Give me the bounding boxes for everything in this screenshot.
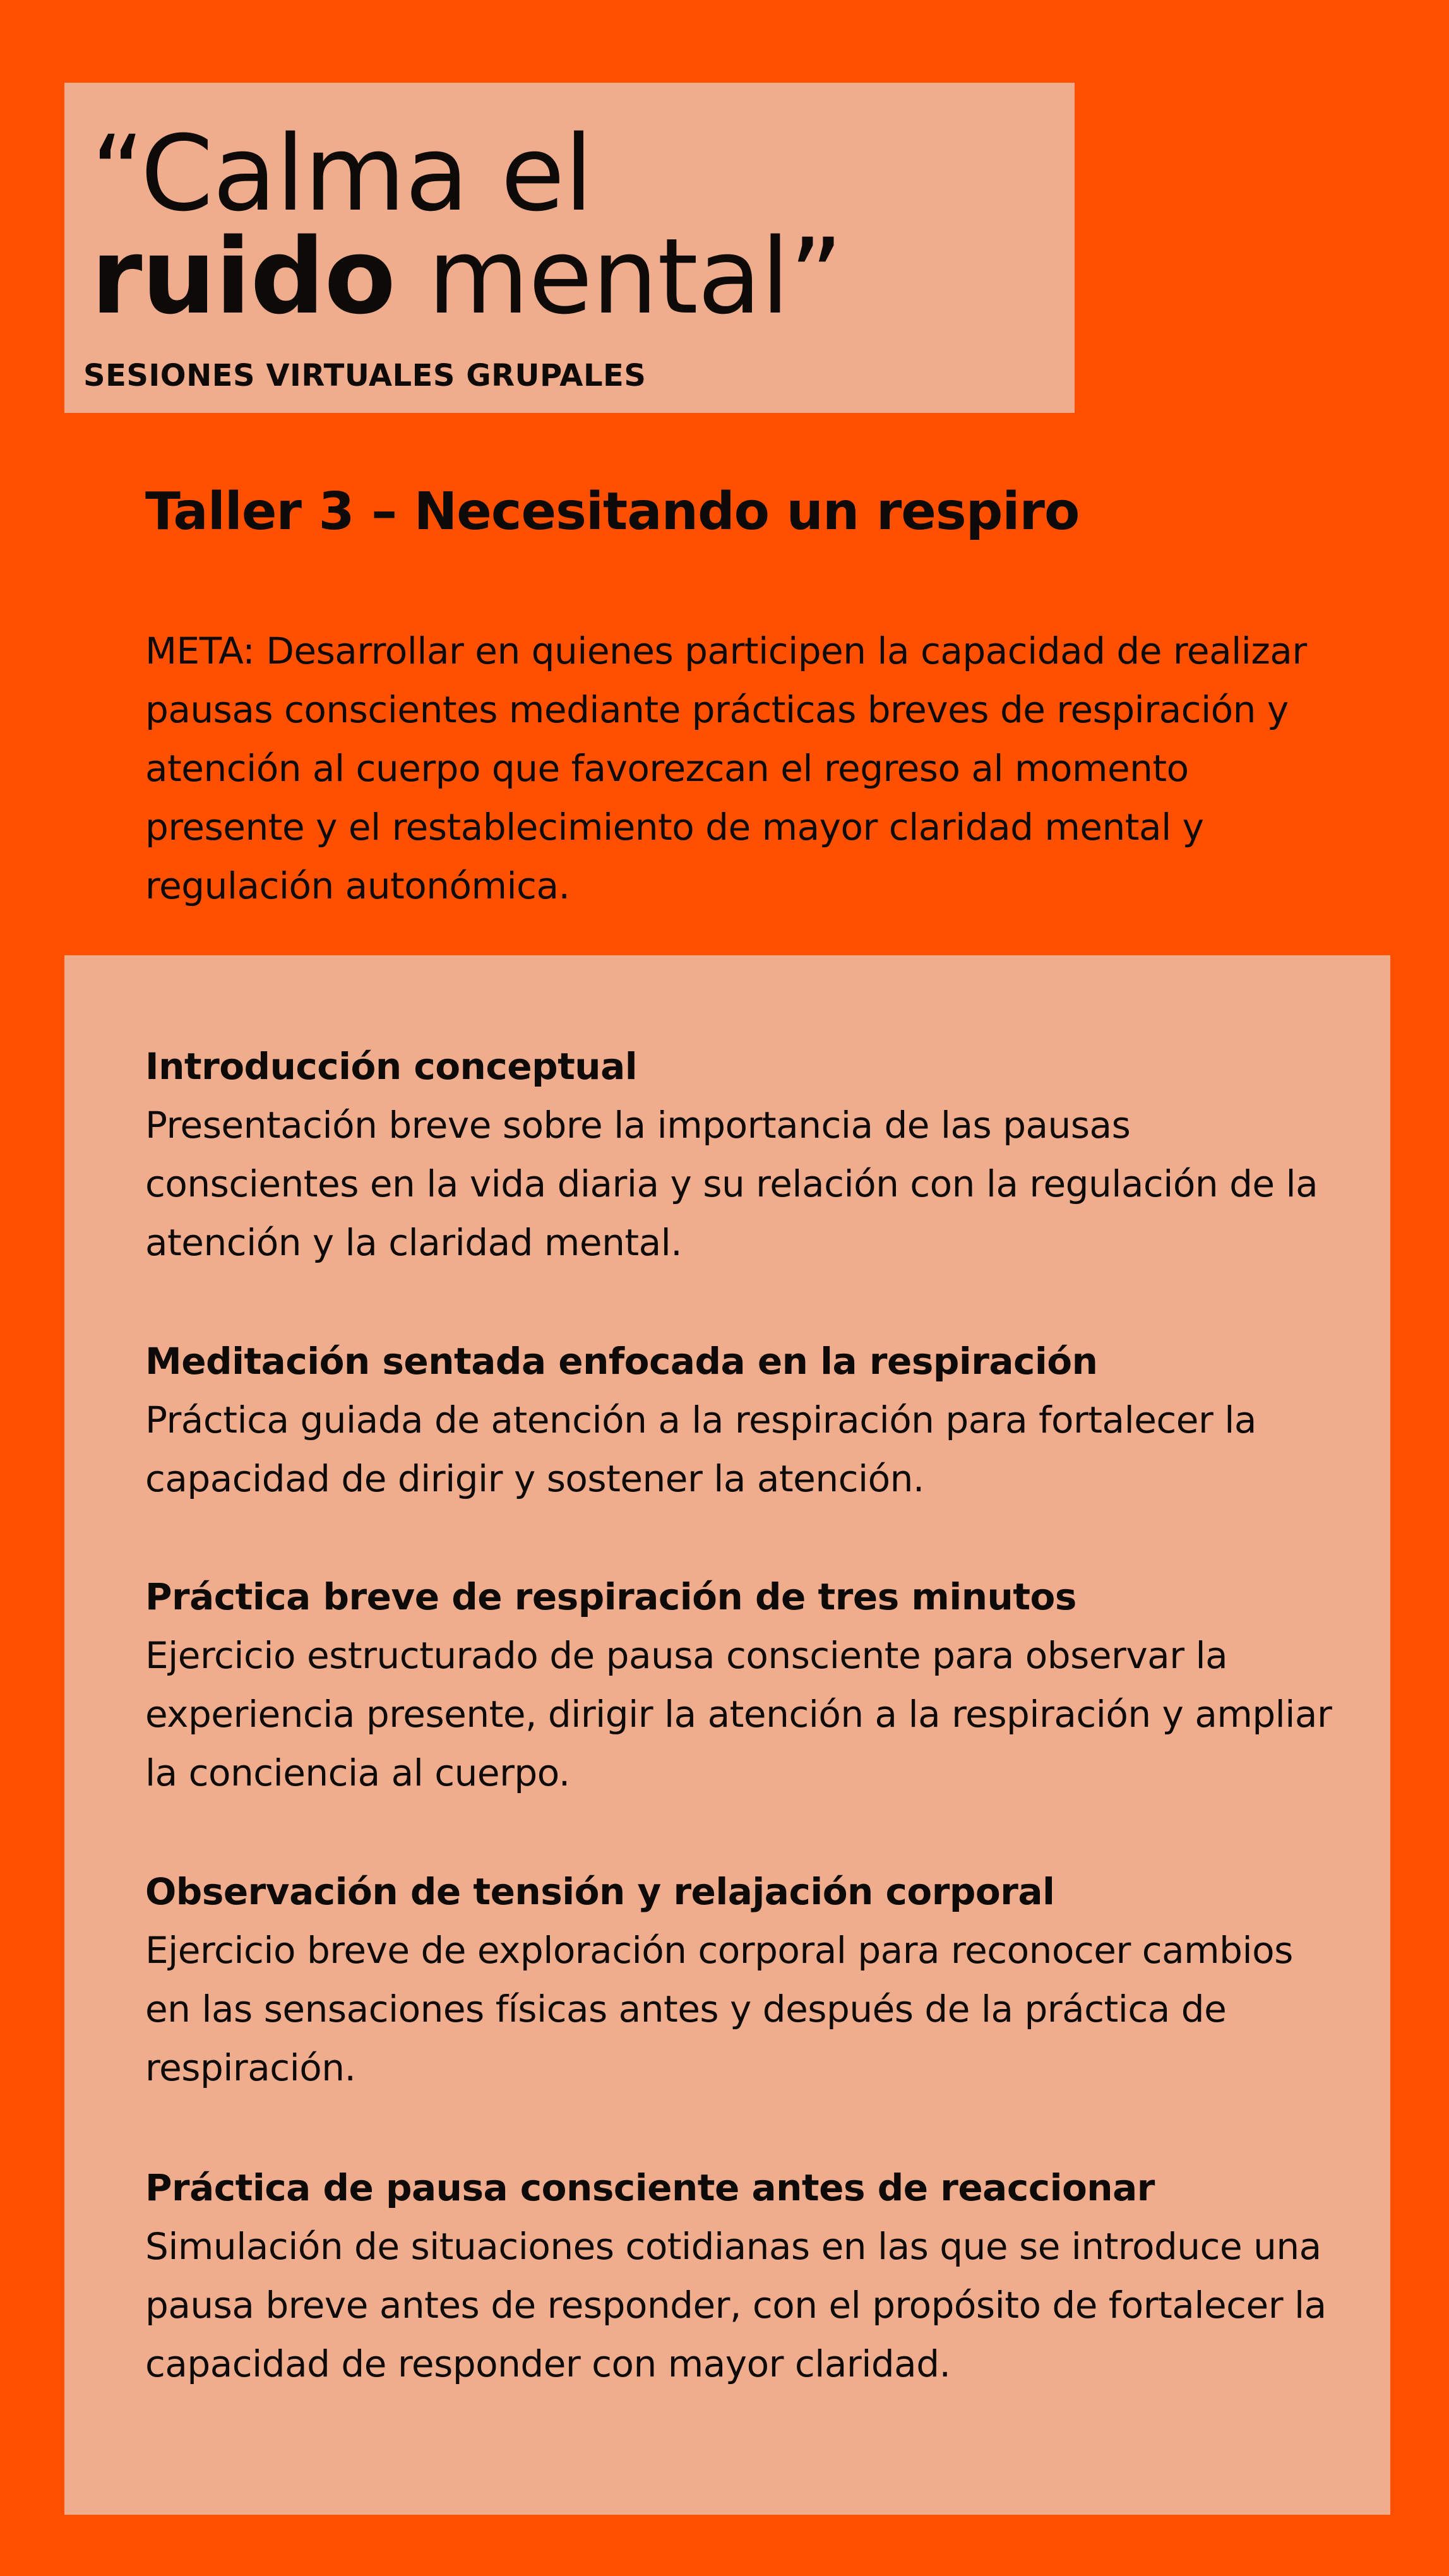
activity-title: Práctica de pausa consciente antes de reaccionar (145, 2166, 1155, 2209)
activity-item (145, 2159, 1332, 2394)
activity-title: Introducción conceptual (145, 1045, 638, 1088)
title-card (64, 83, 1075, 413)
activity-item (145, 1568, 1332, 1803)
subtitle: SESIONES VIRTUALES GRUPALES (83, 358, 647, 393)
title-bold-word: ruido (91, 216, 395, 337)
activity-item (145, 1037, 1332, 1272)
activity-title: Meditación sentada enfocada en la respiración (145, 1340, 1098, 1383)
activity-description: Práctica guiada de atención a la respiración para fortalecer la capacidad de dirigir y sostener la atención. (145, 1398, 1256, 1500)
title-line-2 (91, 216, 843, 337)
workshop-goal: META: Desarrollar en quienes participen la capacidad de realizar pausas conscientes mediante prácticas breves de respiración y atención al cuerpo que favorezcan el regreso al momento presente y el restablecimiento de mayor claridad mental y regulación autonómica. (145, 629, 1307, 907)
activity-item (145, 1863, 1332, 2097)
activity-description: Ejercicio breve de exploración corporal para reconocer cambios en las sensaciones físicas antes y después de la práctica de respiración. (145, 1929, 1293, 2089)
activity-item (145, 1332, 1332, 1508)
activity-title: Práctica breve de respiración de tres minutos (145, 1575, 1076, 1618)
activity-description: Simulación de situaciones cotidianas en las que se introduce una pausa breve antes de responder, con el propósito de fortalecer la capacidad de responder con mayor claridad. (145, 2225, 1327, 2385)
activities-card (64, 955, 1390, 2515)
workshop-title: Taller 3 – Necesitando un respiro (145, 482, 1080, 542)
title-rest: mental” (395, 216, 843, 337)
title-line-1: “Calma el (91, 113, 593, 234)
activity-title: Observación de tensión y relajación corporal (145, 1870, 1055, 1913)
activity-description: Ejercicio estructurado de pausa consciente para observar la experiencia presente, dirigir la atención a la respiración y ampliar la conciencia al cuerpo. (145, 1634, 1332, 1794)
activity-description: Presentación breve sobre la importancia de las pausas conscientes en la vida diaria y su relación con la regulación de la atención y la claridad mental. (145, 1104, 1318, 1264)
